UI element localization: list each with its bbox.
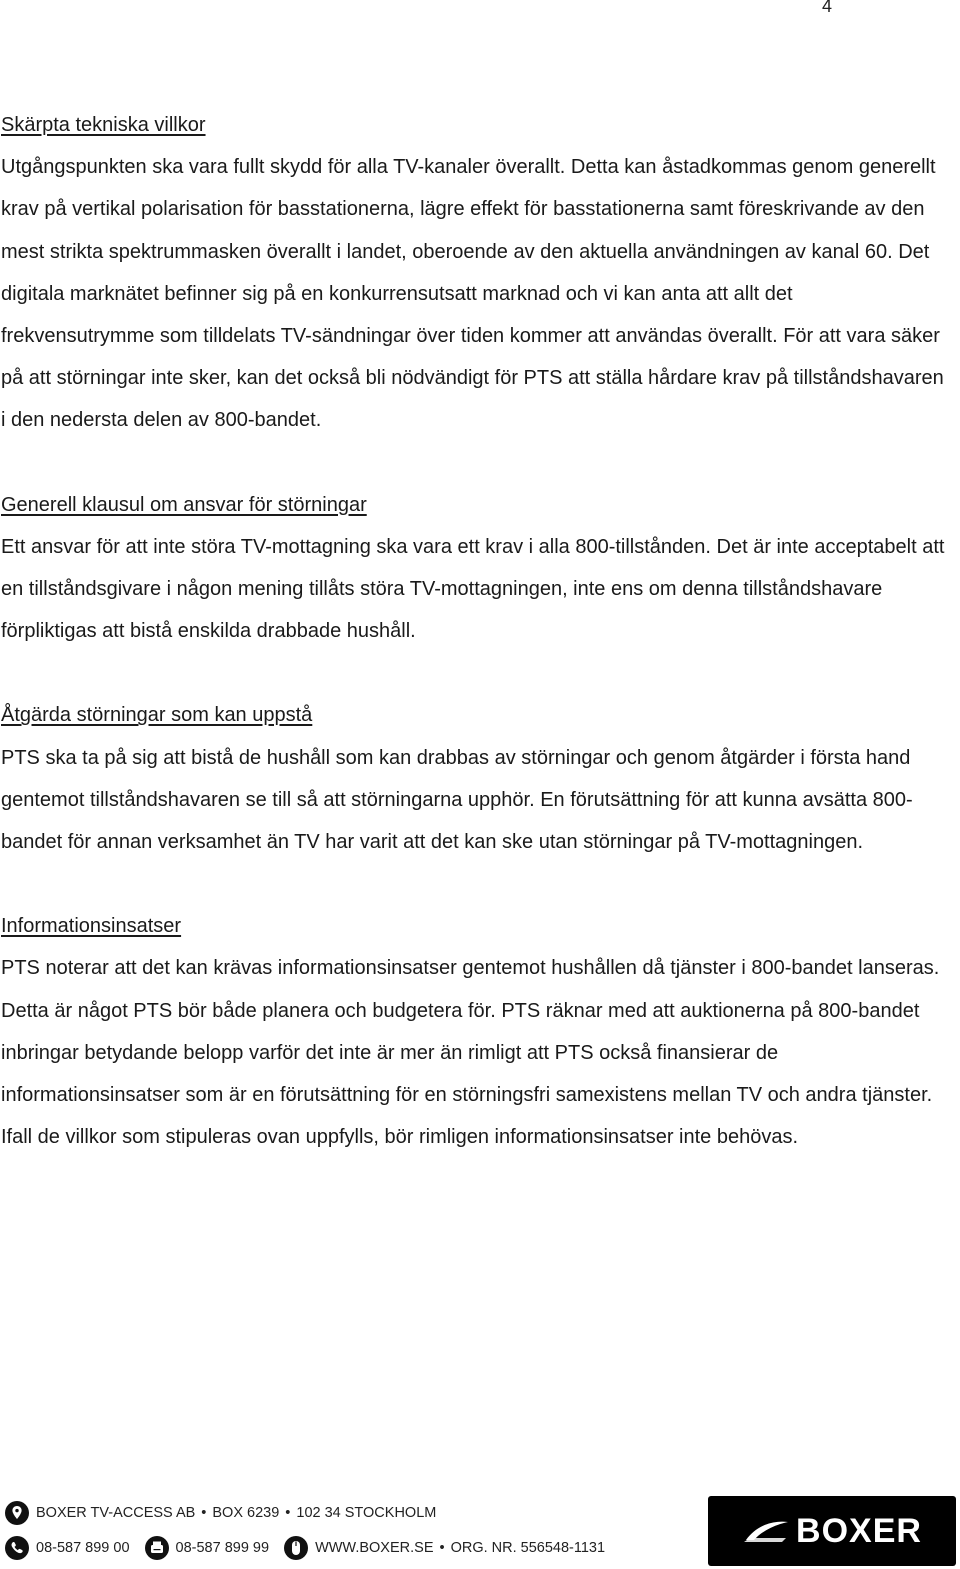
phone-icon — [4, 1535, 30, 1561]
boxer-logo-text: BOXER — [796, 1511, 922, 1550]
footer-separator: • — [285, 1505, 291, 1521]
section-body: Utgångspunkten ska vara fullt skydd för alla TV-kanaler överallt. Detta kan åstadkommas genom generellt krav på vertikal polarisation för basstationerna, lägre effekt för basstationerna samt föreskrivande av den mest strikta spektrummasken överallt i landet, oberoende av den aktuella användningen av kanal 60. Det digitala marknätet befinner sig på en konkurrensutsatt marknad och vi kan anta att allt det frekvensutrymme som tilldelats TV-sändningar över tiden kommer att användas överallt. För att vara säker på att störningar inte sker, kan det också bli nödvändigt för PTS att ställa hårdare krav på tillståndshavaren i den nedersta delen av 800-bandet. — [1, 156, 944, 432]
page-footer — [0, 1493, 960, 1569]
mouse-icon — [283, 1535, 309, 1561]
document-body — [1, 104, 946, 1200]
section-heading: Generell klausul om ansvar för störningar — [1, 493, 367, 516]
footer-box: BOX 6239 — [212, 1505, 280, 1521]
section-informationsinsatser — [1, 905, 946, 1158]
section-body: PTS ska ta på sig att bistå de hushåll som kan drabbas av störningar och genom åtgärder i första hand gentemot tillståndshavaren se till så att störningarna upphör. En förutsättning för att kunna avsätta 800-bandet för annan verksamhet än TV har varit att det kan ske utan störningar på TV-mottagningen. — [1, 746, 913, 854]
boxer-swoosh-icon — [742, 1516, 790, 1546]
section-heading: Skärpta tekniska villkor — [1, 114, 206, 136]
footer-postal: 102 34 STOCKHOLM — [296, 1505, 437, 1521]
footer-address-line — [4, 1498, 436, 1528]
section-heading: Åtgärda störningar som kan uppstå — [1, 704, 313, 727]
section-body: Ett ansvar för att inte störa TV-mottagning ska vara ett krav i alla 800-tillstånden. Det är inte acceptabelt att en tillståndsgivare i någon mening tillåts störa TV-mottagningen, inte ens om denna tillståndshavare förpliktigas att bistå enskilda drabbade hushåll. — [1, 535, 945, 643]
footer-contact-line — [4, 1533, 605, 1563]
footer-web[interactable]: WWW.BOXER.SE — [315, 1540, 434, 1556]
footer-company: BOXER TV-ACCESS AB — [36, 1505, 196, 1521]
page-number: 4 — [822, 0, 833, 16]
footer-phone[interactable]: 08-587 899 00 — [36, 1540, 130, 1556]
footer-separator: • — [439, 1540, 445, 1556]
footer-fax: 08-587 899 99 — [175, 1540, 270, 1556]
section-generell-klausul — [1, 484, 946, 653]
location-pin-icon — [4, 1500, 30, 1526]
section-skarpta-villkor — [1, 104, 946, 442]
footer-org-number: ORG. NR. 556548-1131 — [450, 1540, 606, 1556]
fax-icon — [144, 1535, 170, 1561]
section-body: PTS noterar att det kan krävas informationsinsatser gentemot hushållen då tjänster i 800-bandet lanseras. Detta är något PTS bör både planera och budgetera för. PTS räknar med att auktionerna på 800-bandet inbringar betydande belopp varför det inte är mer än rimligt att PTS också finansierar de informationsinsatser som är en förutsättning för en störningsfri samexistens mellan TV och andra tjänster. Ifall de villkor som stipuleras ovan uppfylls, bör rimligen informationsinsatser inte behövas. — [1, 957, 940, 1149]
section-heading: Informationsinsatser — [1, 915, 182, 938]
footer-separator: • — [201, 1505, 207, 1521]
section-atgarda-storningar — [1, 694, 946, 863]
boxer-logo — [708, 1496, 956, 1566]
